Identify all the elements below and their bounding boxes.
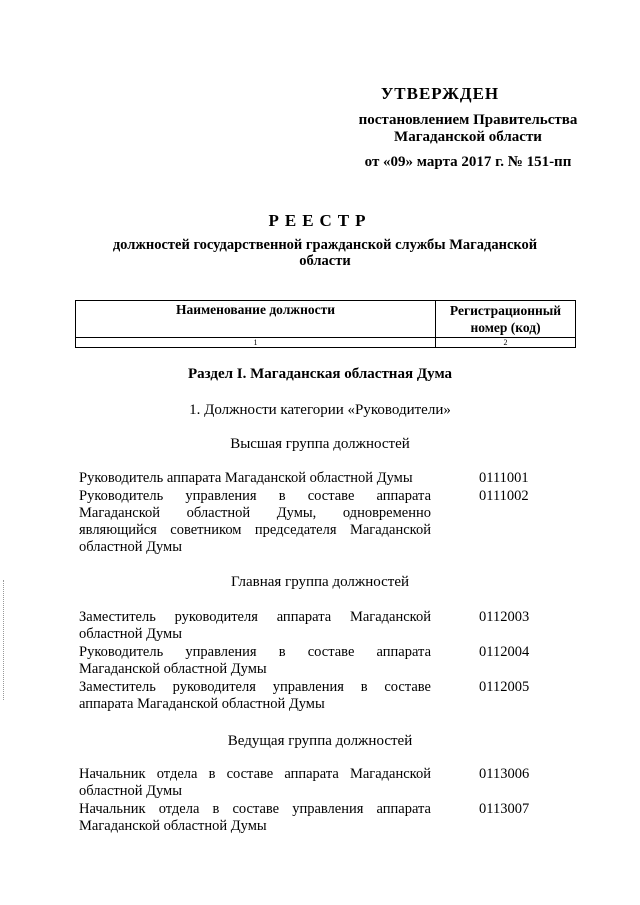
position-code: 0111002 xyxy=(479,488,529,504)
approval-title: УТВЕРЖДЕН xyxy=(380,84,500,103)
scan-edge-mark xyxy=(3,580,5,700)
registry-header-table xyxy=(75,300,576,348)
column-number-1: 1 xyxy=(76,338,436,348)
approval-date: от «09» марта 2017 г. № 151-пп xyxy=(364,154,572,170)
position-entry xyxy=(79,801,431,835)
position-entry xyxy=(79,609,431,643)
position-entry xyxy=(79,766,431,800)
column-header-name: Наименование должности xyxy=(76,301,436,338)
position-name: Руководитель управления в составе аппарата Магаданской областной Думы xyxy=(79,644,431,677)
position-code: 0111001 xyxy=(479,470,529,486)
approval-line-2: Магаданской области xyxy=(394,129,542,145)
position-name: Заместитель руководителя управления в составе аппарата Магаданской областной Думы xyxy=(79,679,431,712)
document-title: РЕЕСТР xyxy=(268,211,372,230)
position-code: 0112004 xyxy=(479,644,530,660)
position-name: Начальник отдела в составе управления аппарата Магаданской областной Думы xyxy=(79,801,431,834)
document-subtitle: должностей государственной гражданской службы Магаданской области xyxy=(112,237,538,269)
position-entry xyxy=(79,679,431,713)
position-code: 0113007 xyxy=(479,801,530,817)
position-code: 0112005 xyxy=(479,679,530,695)
position-code: 0112003 xyxy=(479,609,530,625)
position-name: Руководитель аппарата Магаданской областной Думы xyxy=(79,470,413,486)
position-name: Начальник отдела в составе аппарата Магаданской областной Думы xyxy=(79,766,431,799)
section-heading: Раздел I. Магаданская областная Дума xyxy=(187,366,453,382)
position-code: 0113006 xyxy=(479,766,530,782)
group-heading-main: Главная группа должностей xyxy=(230,574,410,590)
column-header-code: Регистрационный номер (код) xyxy=(436,301,576,338)
position-name: Заместитель руководителя аппарата Магаданской областной Думы xyxy=(79,609,431,642)
group-heading-higher: Высшая группа должностей xyxy=(230,436,410,452)
approval-line-1: постановлением Правительства xyxy=(358,112,578,128)
position-entry xyxy=(79,488,431,556)
group-heading-leading: Ведущая группа должностей xyxy=(227,733,413,749)
category-heading: 1. Должности категории «Руководители» xyxy=(189,402,451,418)
position-entry xyxy=(79,644,431,678)
column-number-2: 2 xyxy=(436,338,576,348)
position-entry xyxy=(79,470,431,487)
position-name: Руководитель управления в составе аппарата Магаданской областной Думы, одновременно являющийся советником председателя Магаданской областной Думы xyxy=(79,488,431,555)
